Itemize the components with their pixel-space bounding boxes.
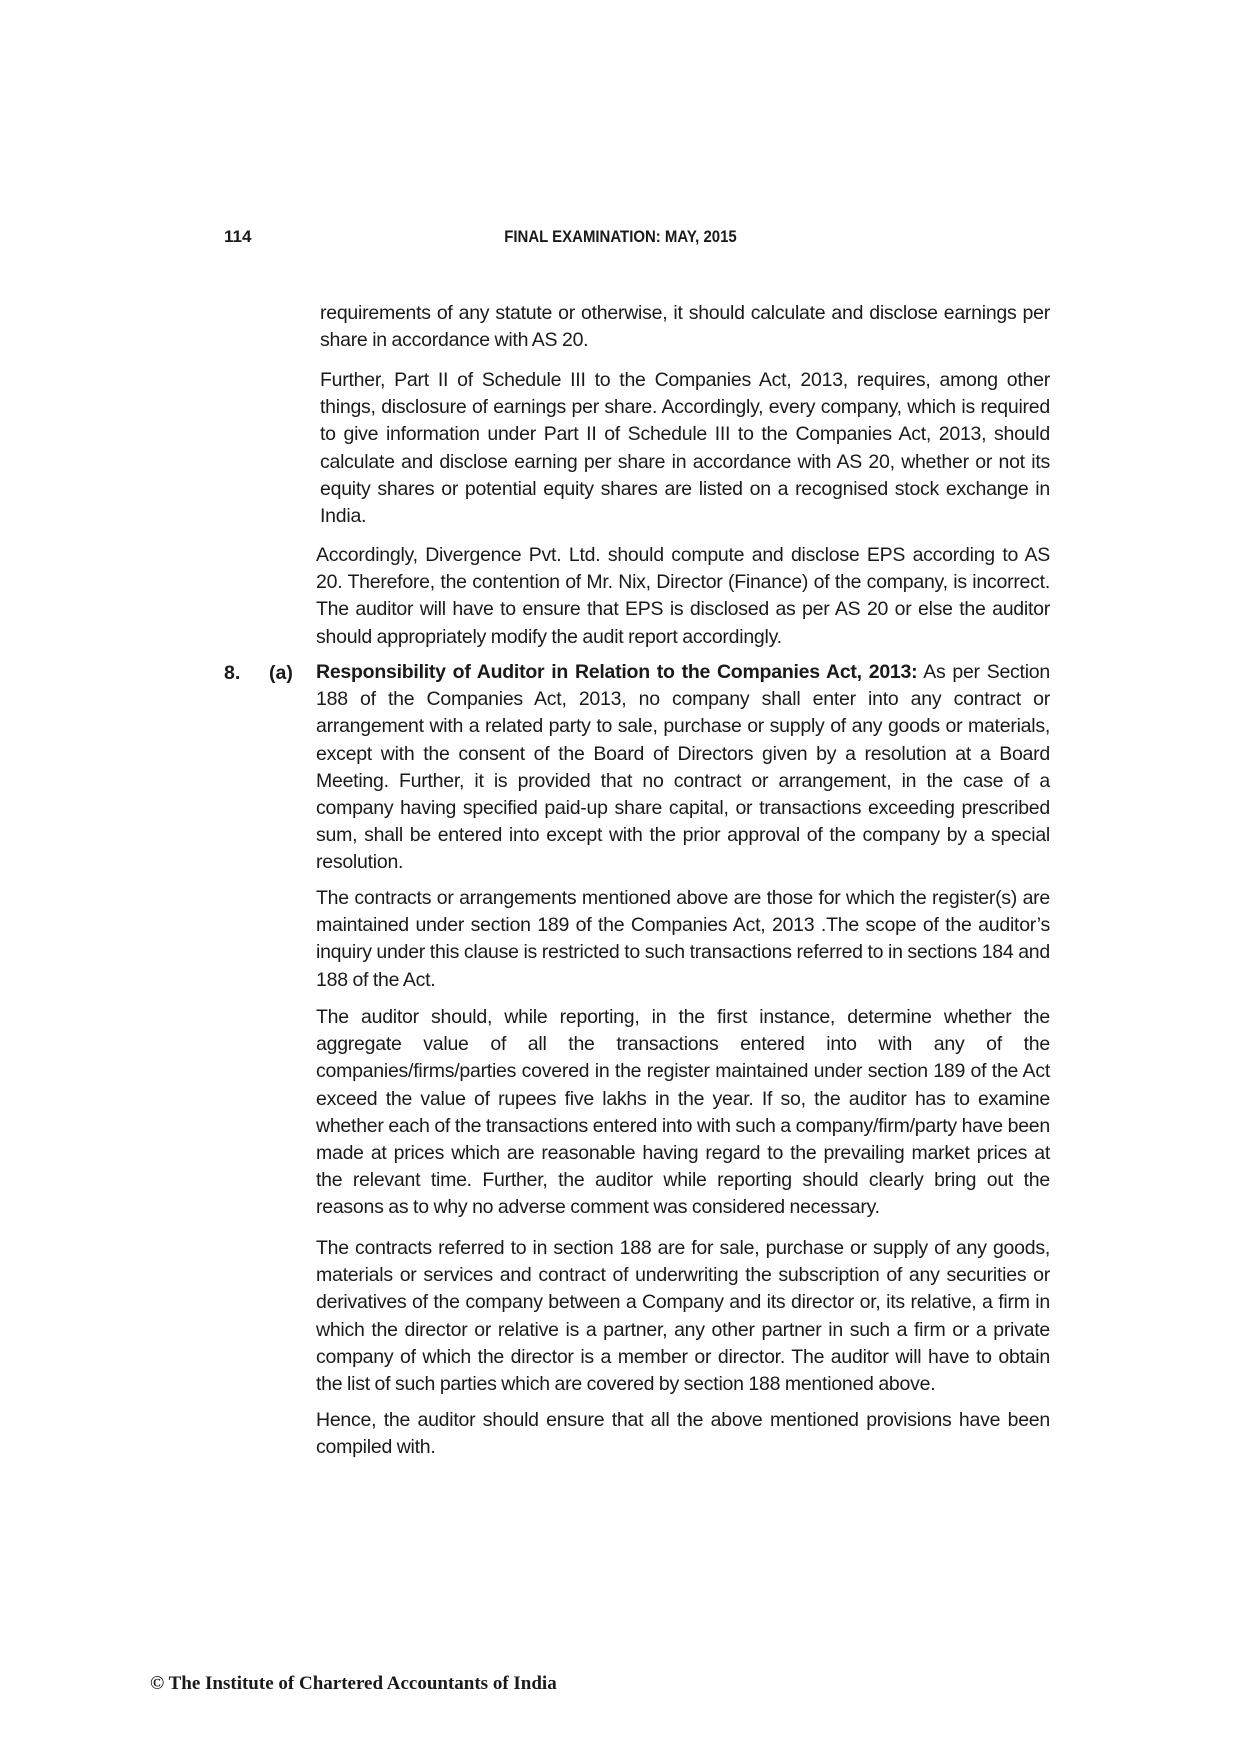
question-number: 8.	[224, 662, 241, 684]
answer-heading-body: As per Section 188 of the Companies Act, 2013, no company shall enter into any contract or arrangement with a related party to sale, purchase or supply of any goods or materials, except with the consent of the Board of Directors given by a resolution at a Board Meeting. Further, it is provided that no contract or arrangement, in the case of a company having specified paid-up share capital, or transactions exceeding prescribed sum, shall be entered into except with the prior approval of the company by a special resolution.	[316, 661, 1050, 874]
answer-heading: Responsibility of Auditor in Relation to the Companies Act, 2013:	[316, 661, 918, 683]
answer-paragraph-section-189: The contracts or arrangements mentioned above are those for which the register(s) are maintained under section 189 of the Companies Act, 2013 .The scope of the auditor’s inquiry under this clause is restricted to such transactions referred to in sections 184 and 188 of the Act.	[316, 887, 1050, 991]
paragraph-eps-requirement: requirements of any statute or otherwise, it should calculate and disclose earnings per share in accordance with AS 20.	[320, 302, 1050, 352]
answer-paragraph-contracts: The contracts referred to in section 188 are for sale, purchase or supply of any goods, materials or services and contract of underwriting the subscription of any securities or derivatives of the company between a Company and its director or, its relative, a firm in which the director or relative is a partner, any other partner in such a firm or a private company of which the director is a member or director. The auditor will have to obtain the list of such parties which are covered by section 188 mentioned above.	[316, 1237, 1050, 1396]
answer-paragraph-conclusion: Hence, the auditor should ensure that all the above mentioned provisions have been compiled with.	[316, 1409, 1050, 1459]
paragraph-schedule-iii: Further, Part II of Schedule III to the Companies Act, 2013, requires, among other things, disclosure of earnings per share. Accordingly, every company, which is required to give information under Part II of Schedule III to the Companies Act, 2013, should calculate and disclose earning per share in accordance with AS 20, whether or not its equity shares or potential equity shares are listed on a recognised stock exchange in India.	[320, 369, 1050, 528]
page-number: 114	[224, 227, 252, 246]
paragraph-divergence-conclusion: Accordingly, Divergence Pvt. Ltd. should compute and disclose EPS according to AS 20. Therefore, the contention of Mr. Nix, Director (Finance) of the company, is incorrect. The auditor will have to ensure that EPS is disclosed as per AS 20 or else the auditor should appropriately modify the audit report accordingly.	[316, 544, 1050, 648]
question-sub-label: (a)	[269, 662, 293, 684]
answer-paragraph-auditor-reporting: The auditor should, while reporting, in the first instance, determine whether the aggregate value of all the transactions entered into with any of the companies/firms/parties covered in the register maintained under section 189 of the Act exceed the value of rupees five lakhs in the year. If so, the auditor has to examine whether each of the transactions entered into with such a company/firm/party have been made at prices which are reasonable having regard to the prevailing market prices at the relevant time. Further, the auditor while reporting should clearly bring out the reasons as to why no adverse comment was considered necessary.	[316, 1006, 1050, 1219]
footer-copyright: © The Institute of Chartered Accountants of India	[150, 1673, 557, 1694]
running-header: FINAL EXAMINATION: MAY, 2015	[504, 227, 737, 246]
answer-paragraph-section-188	[316, 659, 1050, 877]
